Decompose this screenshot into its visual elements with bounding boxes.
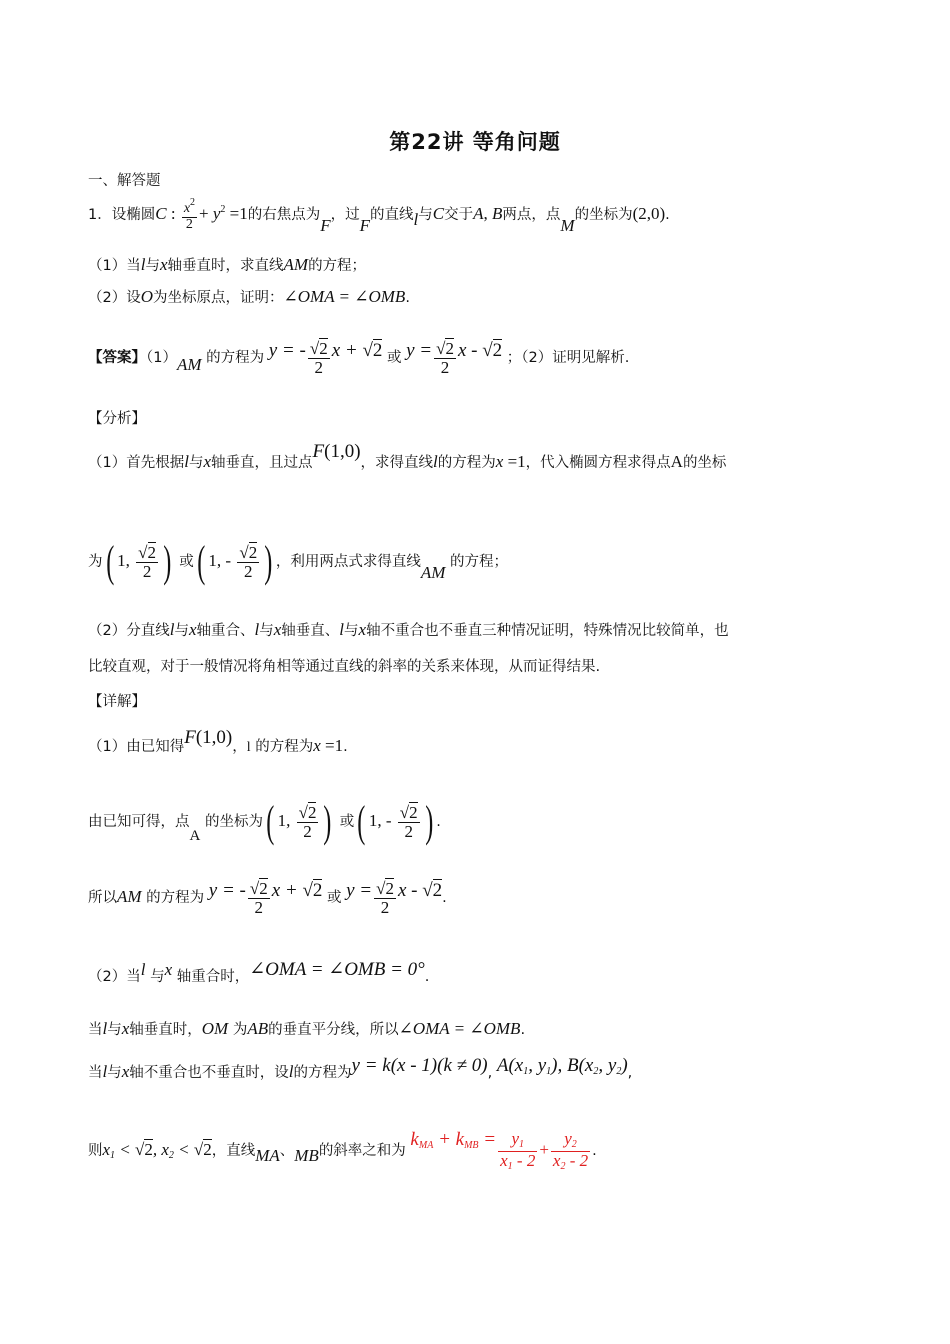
analysis-line-2: 为( 1, $\frac{√2}{2}$ ) 或( 1, - $\frac{√2}{2}$ ) ，利用两点式求得直线AM 的方程； bbox=[88, 537, 508, 586]
detail-label: 【详解】 bbox=[88, 694, 146, 710]
question-1: （1）当l与x轴垂直时，求直线AM的方程； bbox=[88, 255, 367, 274]
detail-line-2: 由已知可得，点A 的坐标为( 1, $\frac{√2}{2}$ ) 或( 1, - $\frac{√2}{2}$ ) . bbox=[88, 797, 441, 846]
detail-line-1: （1）由已知得F(1,0)，l 的方程为x =1. bbox=[88, 727, 348, 755]
detail-line-7: 则$x_1 < √2$, $x_2 < √2$，直线MA、MB的斜率之和为 $k_{MA} + k_{MB}$ = $\frac{y_1}{x_1 - 2}$ + $\frac{y_2}{x_2 - 2}$ . bbox=[88, 1129, 597, 1172]
question-2: （2）设O为坐标原点，证明：∠OMA = ∠OMB. bbox=[88, 287, 410, 306]
detail-line-5: 当l与x轴垂直时，OM 为AB的垂直平分线，所以∠OMA = ∠OMB. bbox=[88, 1019, 526, 1038]
answer-line: 【答案】（1）AM 的方程为 y = - $\frac{√2}{2}$ x + √2 或 y = $\frac{√2}{2}$ x - √2 ；（2）证明见解析. bbox=[88, 339, 630, 377]
analysis-line-4: 比较直观，对于一般情况将角相等通过直线的斜率的关系来体现，从而证得结果. bbox=[88, 659, 601, 675]
section-heading: 一、解答题 bbox=[88, 173, 161, 189]
detail-line-4: （2）当l 与x 轴重合时，∠OMA = ∠OMB = 0°. bbox=[88, 959, 430, 985]
analysis-line-1: （1）首先根据l与x轴垂直，且过点F(1,0)，求得直线l的方程为x =1，代入椭圆方程求得点A的坐标 bbox=[88, 441, 727, 471]
analysis-line-3: （2）分直线l与x轴重合、l与x轴垂直、l与x轴不重合也不垂直三种情况证明，特殊情况比较简单，也 bbox=[88, 620, 729, 639]
detail-line-3: 所以AM 的方程为 y = - $\frac{√2}{2}$ x + √2 或 y = $\frac{√2}{2}$ x - √2. bbox=[88, 879, 447, 917]
analysis-label: 【分析】 bbox=[88, 411, 146, 427]
page-title: 第22讲 等角问题 bbox=[389, 130, 561, 154]
problem-statement: 1．设椭圆C : $\frac{x^2}{2}$ + $y^2 =1$的右焦点为F，过F的直线l与C交于A, B两点，点M的坐标为(2,0). bbox=[88, 197, 670, 235]
detail-line-6: 当l与x轴不重合也不垂直时，设l的方程为y = k(x - 1)(k ≠ 0), $A(x_1$, $y_1$), $B(x_2$, $y_2$), bbox=[88, 1055, 633, 1081]
